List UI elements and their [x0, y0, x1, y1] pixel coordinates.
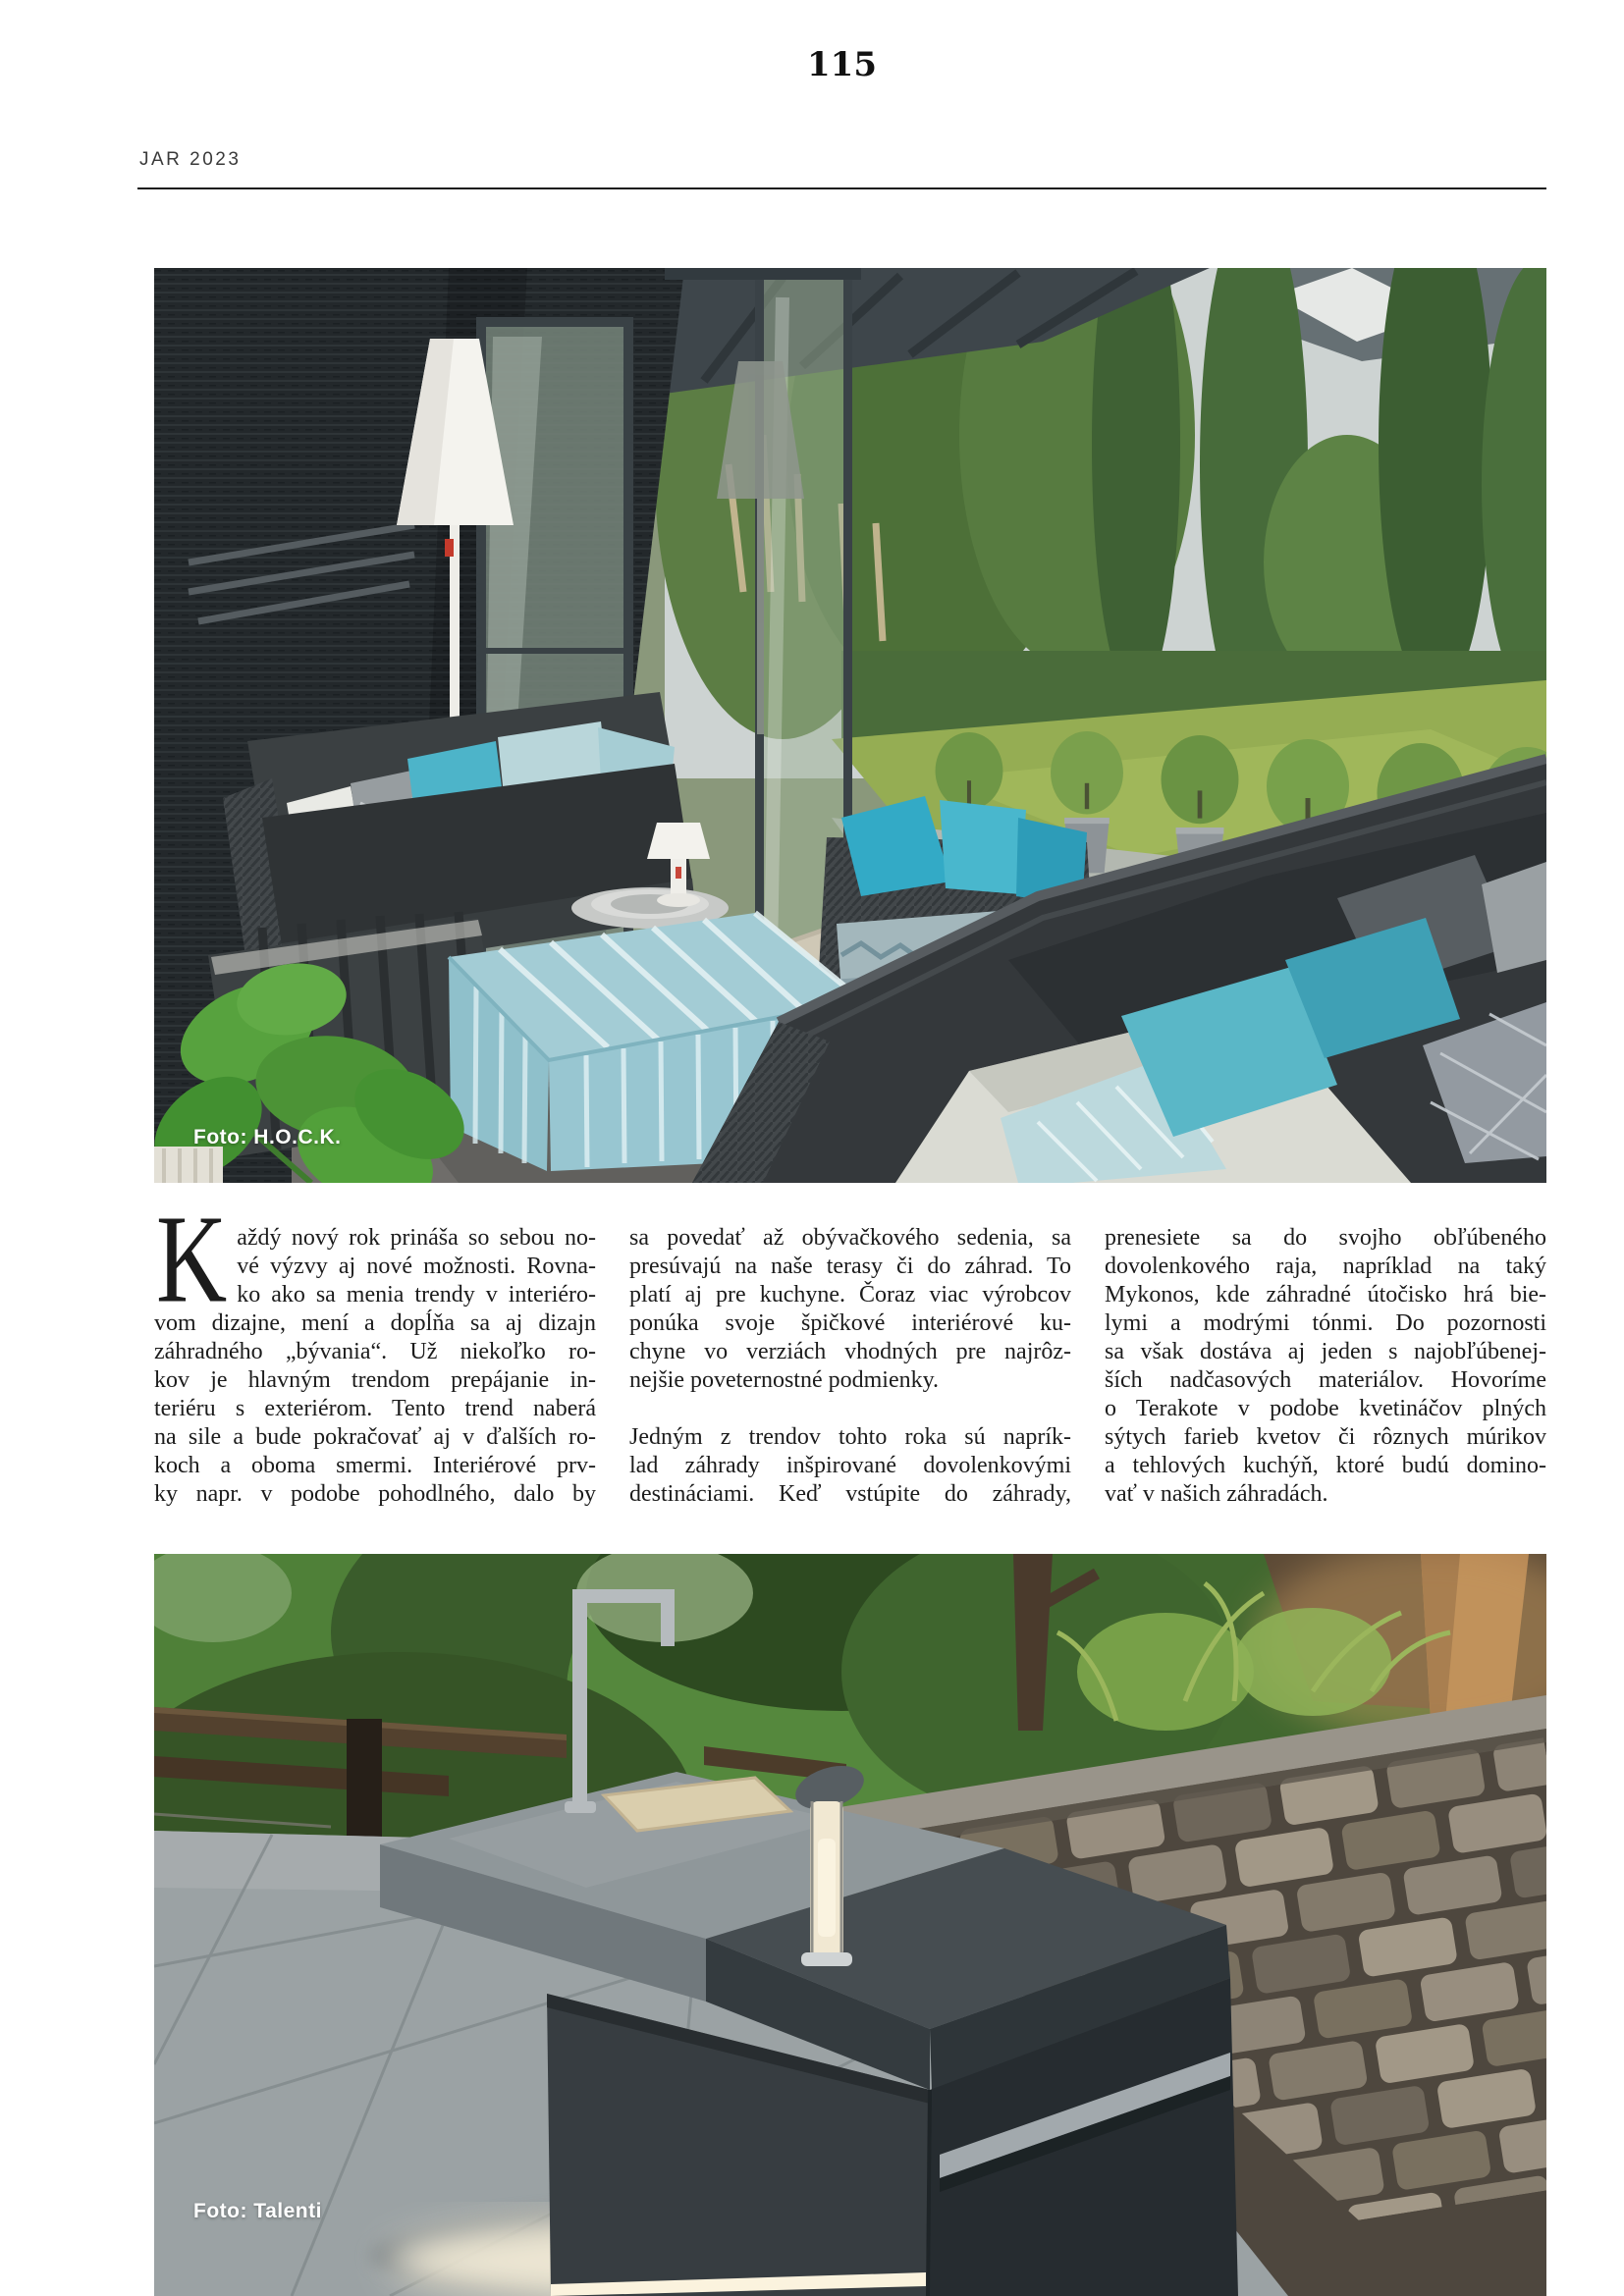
text-line: ších nadčasových materiálov. Hovoríme: [1105, 1367, 1546, 1393]
text-line: ko ako sa menia trendy v interiéro-: [237, 1282, 596, 1308]
text-line: lad záhrady inšpirované dovolenkovými: [629, 1453, 1071, 1478]
article-column-2: [629, 1224, 1071, 1509]
column-3-text: [1105, 1224, 1546, 1509]
text-line: Mykonos, kde záhradné útočisko hrá bie-: [1105, 1282, 1546, 1308]
text-line: presúvajú na naše terasy či do záhrad. To: [629, 1254, 1071, 1279]
kitchen-photo-graphic: [154, 1554, 1546, 2296]
text-line: ky napr. v podobe pohodlného, dalo by: [154, 1481, 596, 1507]
text-line: aždý nový rok prináša so sebou no-: [237, 1225, 596, 1251]
text-line: kov je hlavným trendom prepájanie in-: [154, 1367, 596, 1393]
text-line: vom dizajne, mení a dopĺňa sa aj dizajn: [154, 1310, 596, 1336]
article-column-1: [154, 1189, 596, 1509]
text-line: ponúka svoje špičkové interiérové ku-: [629, 1310, 1071, 1336]
edition-label: JAR 2023: [139, 149, 242, 170]
text-line: sa povedať až obývačkového sedenia, sa: [629, 1225, 1071, 1251]
text-line: nejšie poveternostné podmienky.: [629, 1367, 940, 1393]
text-line: záhradného „bývania“. Už niekoľko ro-: [154, 1339, 596, 1364]
terrace-photo: [154, 268, 1546, 1183]
text-line: teriéru s exteriérom. Tento trend naberá: [154, 1396, 596, 1421]
text-line: platí aj pre kuchyne. Čoraz viac výrobcov: [629, 1282, 1071, 1308]
photo-credit-talenti: Foto: Talenti: [193, 2200, 322, 2222]
text-line: dovolenkového raja, napríklad na taký: [1105, 1254, 1546, 1279]
text-line: lymi a modrými tónmi. Do pozornosti: [1105, 1310, 1546, 1336]
photo-credit-hock: Foto: H.O.C.K.: [193, 1126, 342, 1148]
drop-cap: K: [156, 1189, 228, 1329]
article-column-3: [1105, 1224, 1546, 1509]
header-rule: [137, 187, 1546, 189]
outdoor-kitchen-photo: [154, 1554, 1546, 2296]
text-line: Jedným z trendov tohto roka sú naprík-: [629, 1424, 1071, 1450]
text-line: na sile a bude pokračovať aj v ďalších ro-: [154, 1424, 596, 1450]
text-line: destináciami. Keď vstúpite do záhrady,: [629, 1481, 1071, 1507]
text-line: o Terakote v podobe kvetináčov plných: [1105, 1396, 1546, 1421]
text-line: koch a oboma smermi. Interiérové prv-: [154, 1453, 596, 1478]
terrace-photo-graphic: [154, 268, 1546, 1183]
text-line: chyne vo verziách vhodných pre najrôz-: [629, 1339, 1071, 1364]
text-line: prenesiete sa do svojho obľúbeného: [1105, 1225, 1546, 1251]
text-line: sýtych farieb kvetov či rôznych múrikov: [1105, 1424, 1546, 1450]
text-line: sa však dostáva aj jeden s najobľúbenej-: [1105, 1339, 1546, 1364]
column-2-paragraph-2: [629, 1423, 1071, 1509]
article-body: [154, 1189, 1546, 1509]
column-2-paragraph-1: [629, 1224, 1071, 1395]
text-line: vé výzvy aj nové možnosti. Rovna-: [237, 1254, 596, 1279]
text-line: a tehlových kuchýň, ktoré budú domino-: [1105, 1453, 1546, 1478]
wicker-basket: [154, 1147, 223, 1183]
page-number: 115: [807, 45, 877, 84]
text-line: vať v našich záhradách.: [1105, 1481, 1328, 1507]
